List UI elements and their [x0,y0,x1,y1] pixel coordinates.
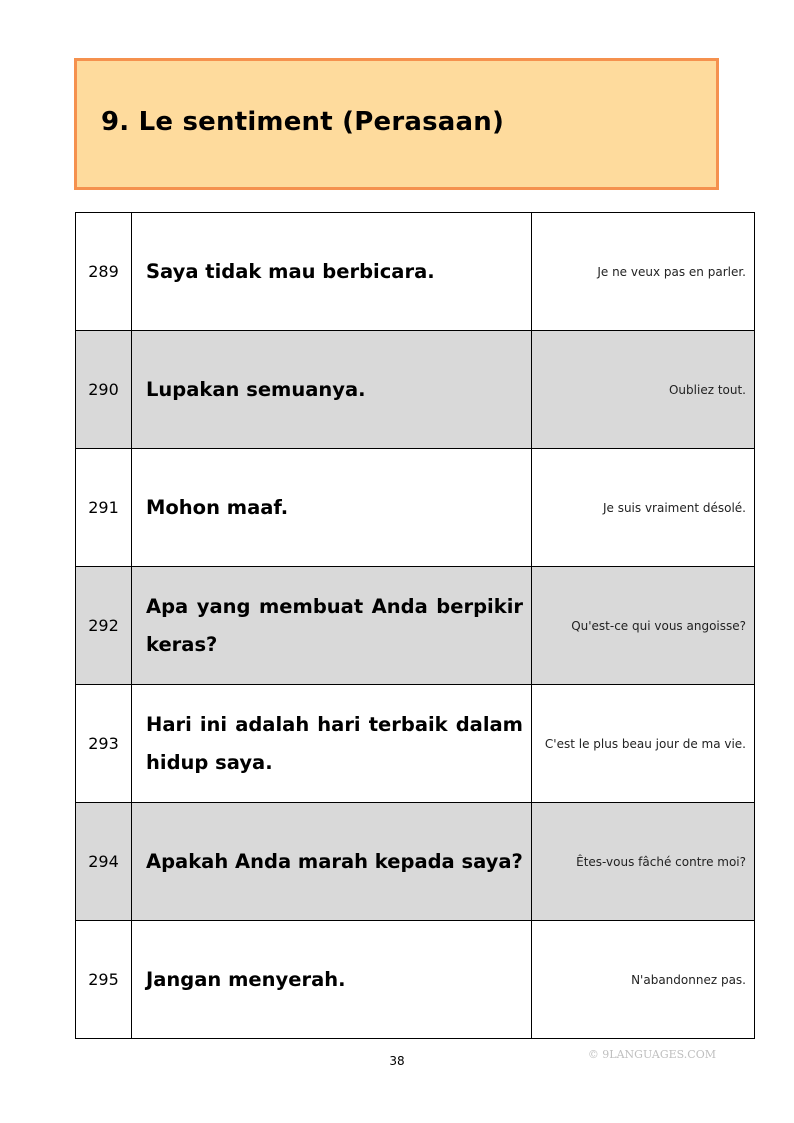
phrase-number: 291 [76,449,132,567]
phrase-number: 295 [76,921,132,1039]
phrase-number: 294 [76,803,132,921]
indonesian-phrase: Saya tidak mau berbicara. [132,213,532,331]
indonesian-phrase: Apakah Anda marah kepada saya? [132,803,532,921]
table-row [76,331,755,449]
french-translation: Je suis vraiment désolé. [532,449,755,567]
french-translation: Êtes-vous fâché contre moi? [532,803,755,921]
french-translation: Je ne veux pas en parler. [532,213,755,331]
indonesian-phrase: Jangan menyerah. [132,921,532,1039]
indonesian-phrase: Apa yang membuat Anda berpikir keras? [132,567,532,685]
french-translation: C'est le plus beau jour de ma vie. [532,685,755,803]
french-translation: Qu'est-ce qui vous angoisse? [532,567,755,685]
indonesian-phrase: Mohon maaf. [132,449,532,567]
phrase-number: 293 [76,685,132,803]
table-row [76,567,755,685]
table-row [76,449,755,567]
section-title-box [74,58,719,190]
copyright-notice: © 9LANGUAGES.COM [587,1048,716,1061]
french-translation: N'abandonnez pas. [532,921,755,1039]
table-row [76,213,755,331]
indonesian-phrase: Lupakan semuanya. [132,331,532,449]
table-row [76,921,755,1039]
phrase-table [75,212,755,1039]
phrase-number: 289 [76,213,132,331]
phrase-number: 292 [76,567,132,685]
phrase-number: 290 [76,331,132,449]
section-title: 9. Le sentiment (Perasaan) [101,107,505,137]
table-row [76,803,755,921]
indonesian-phrase: Hari ini adalah hari terbaik dalam hidup saya. [132,685,532,803]
french-translation: Oubliez tout. [532,331,755,449]
page-number: 38 [389,1054,405,1068]
table-row [76,685,755,803]
